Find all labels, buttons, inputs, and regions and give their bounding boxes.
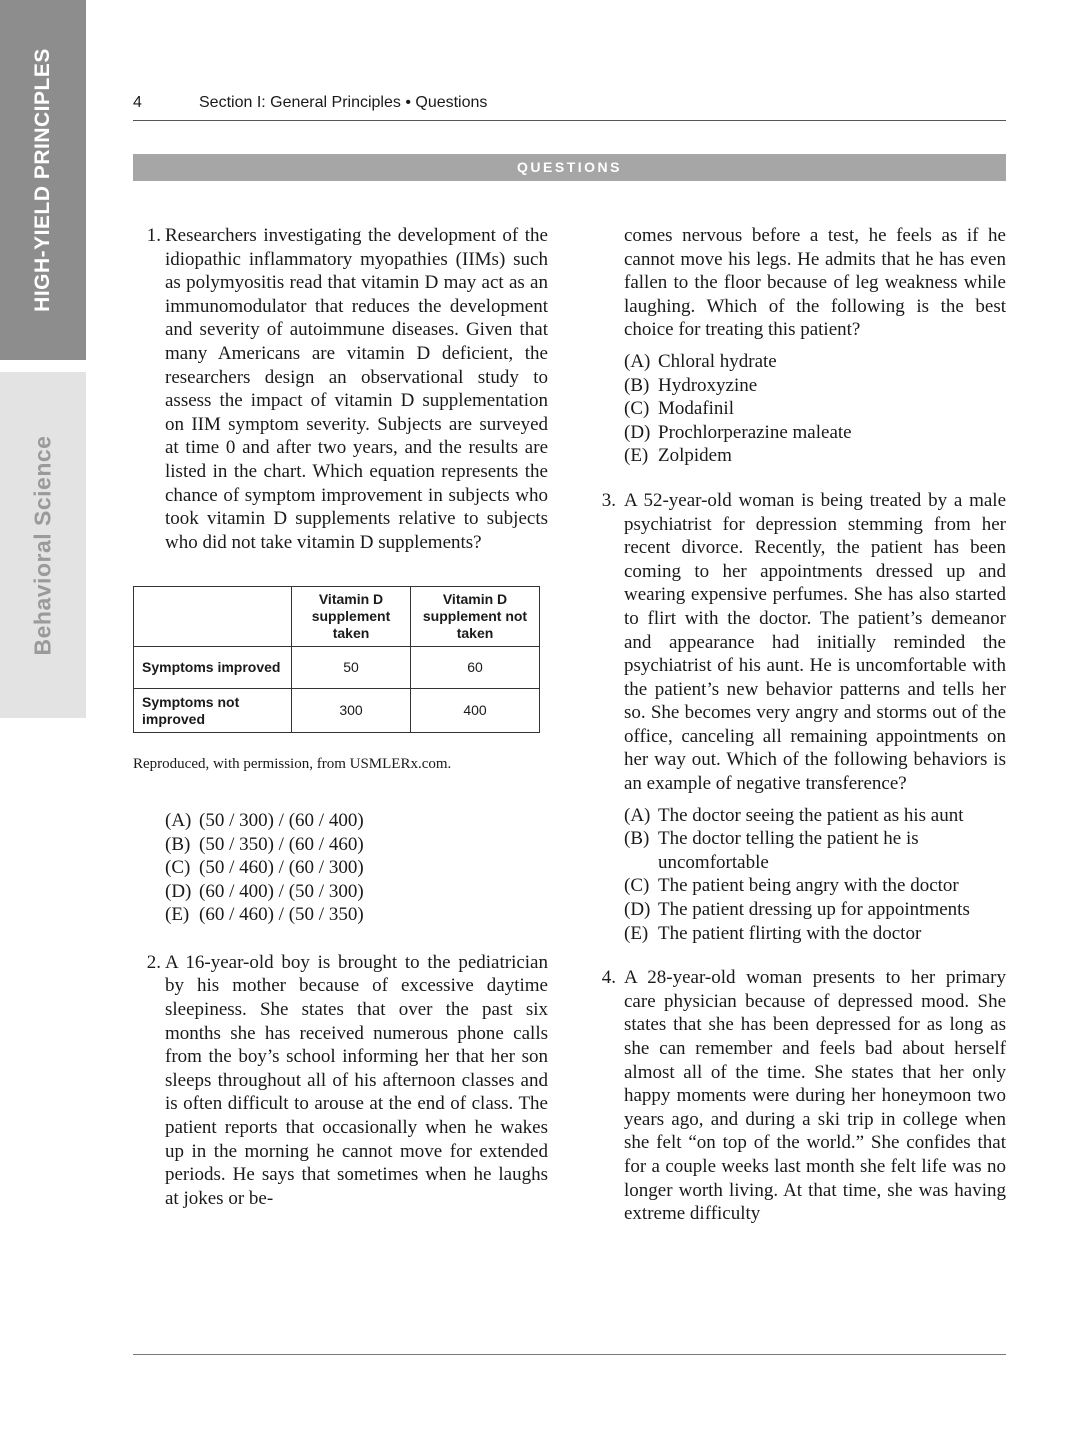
- choice-text: (60 / 400) / (50 / 300): [199, 880, 364, 902]
- choice-text: Modafinil: [658, 398, 734, 420]
- choice-letter: (A): [624, 804, 651, 826]
- answer-choice: [165, 903, 548, 927]
- question-stem: Researchers investigating the development of the idiopathic inflammatory myopathies (IIMs) such as polymyositis read that vitamin D may act as an immunomodulator that reduces the development and severity of autoimmune diseases. Given that many Americans are vitamin D deficient, the researchers design an observational study to assess the impact of vitamin D supplementation on IIM symptom severity. Subjects are surveyed at time 0 and after two years, and the results are listed in the chart. Which equation represents the chance of symptom improvement in subjects who took vitamin D supplements relative to subjects who did not take vitamin D supplements?: [165, 225, 548, 553]
- answer-choices: [598, 350, 1006, 468]
- section-title: Section I: General Principles • Questions: [199, 94, 488, 111]
- answer-choices: [598, 804, 1006, 946]
- table-row: [134, 689, 540, 733]
- choice-text: Zolpidem: [658, 445, 732, 467]
- choice-text: (50 / 350) / (60 / 460): [199, 833, 364, 855]
- table-credit: Reproduced, with permission, from USMLERx.com.: [133, 756, 452, 773]
- question-number: 3.: [601, 489, 616, 511]
- choice-letter: (E): [165, 904, 190, 926]
- table-row-label: Symptoms not improved: [134, 689, 292, 733]
- answer-choice: [624, 374, 1006, 398]
- answer-choice: [165, 880, 548, 904]
- answer-choice: [165, 833, 548, 857]
- answer-choice: [624, 397, 1006, 421]
- table-row-label: Symptoms improved: [134, 647, 292, 689]
- choice-letter: (A): [624, 350, 651, 372]
- choice-letter: (D): [624, 421, 651, 443]
- choice-text: Chloral hydrate: [658, 350, 777, 372]
- choice-text: The patient flirting with the doctor: [658, 922, 922, 944]
- choice-letter: (B): [165, 833, 191, 855]
- footer-rule: [133, 1354, 1006, 1355]
- question-2: [133, 951, 548, 1211]
- answer-choice: [624, 874, 1006, 898]
- choice-text: The doctor seeing the patient as his aunt: [658, 804, 964, 826]
- table-header-row: [134, 587, 540, 647]
- answer-choice: [165, 809, 548, 833]
- choice-text: (60 / 460) / (50 / 350): [199, 904, 364, 926]
- choice-text: (50 / 460) / (60 / 300): [199, 857, 364, 879]
- choice-text: The patient being angry with the doctor: [658, 875, 959, 897]
- answer-choice: [165, 856, 548, 880]
- choice-text: (50 / 300) / (60 / 400): [199, 809, 364, 831]
- table-cell: 60: [411, 647, 540, 689]
- page-number: 4: [133, 94, 142, 111]
- questions-banner: QUESTIONS: [133, 154, 1006, 181]
- question-stem: A 16-year-old boy is brought to the pediatrician by his mother because of excessive daytime sleepiness. She states that over the past six months she has received numerous phone calls from the boy’s school informing her that her son sleeps throughout all of his afternoon classes and is often difficult to arouse at the end of class. The patient reports that occasionally when he wakes up in the morning he cannot move for extended periods. He says that sometimes when he laughs at jokes or be-: [165, 951, 548, 1209]
- answer-choice: [624, 804, 1006, 828]
- choice-letter: (D): [624, 899, 651, 921]
- choice-letter: (B): [624, 828, 650, 850]
- question-3: [598, 489, 1006, 796]
- section-tab-label: Behavioral Science: [29, 435, 56, 655]
- question-4: [598, 966, 1006, 1226]
- choice-text: The patient dressing up for appointments: [658, 899, 970, 921]
- table-column-header: Vitamin D supplement taken: [292, 587, 411, 647]
- choice-letter: (E): [624, 922, 649, 944]
- choice-text: The doctor telling the patient he is uncomfortable: [658, 828, 919, 873]
- left-column: [133, 224, 548, 1210]
- choice-letter: (D): [165, 880, 192, 902]
- choice-text: Hydroxyzine: [658, 374, 758, 396]
- table-cell: 300: [292, 689, 411, 733]
- section-tab-behavioral-science: [0, 372, 86, 718]
- choice-letter: (A): [165, 809, 192, 831]
- question-stem: A 52-year-old woman is being treated by a male psychiatrist for depression stemming from her recent divorce. Recently, the patient has been coming to her appointments dressed up and wearing expensive perfumes. She has also started to flirt with the doctor. The patient’s demeanor and appearance had initially reminded the psychiatrist of his aunt. He is uncomfortable with the patient’s new behavior patterns and tells her so. She becomes very angry and storms out of the office, canceling all remaining appointments on her way out. Which of the following behaviors is an example of negative transference?: [624, 489, 1006, 795]
- section-tab-label: HIGH-YIELD PRINCIPLES: [31, 48, 55, 312]
- question-1: [133, 224, 548, 554]
- table-cell: 400: [411, 689, 540, 733]
- table-row: [134, 647, 540, 689]
- choice-letter: (E): [624, 445, 649, 467]
- data-table: [133, 586, 540, 733]
- answer-choice: [624, 898, 1006, 922]
- table-corner-cell: [134, 587, 292, 647]
- choice-letter: (C): [624, 875, 650, 897]
- question-number: 4.: [601, 967, 616, 989]
- answer-choice: [624, 922, 1006, 946]
- answer-choice: [624, 827, 1006, 874]
- question-number: 2.: [146, 951, 161, 973]
- table-column-header: Vitamin D supplement not taken: [411, 587, 540, 647]
- choice-text: Prochlorperazine maleate: [658, 421, 852, 443]
- answer-choices: [133, 809, 548, 927]
- choice-letter: (B): [624, 374, 650, 396]
- choice-letter: (C): [624, 398, 650, 420]
- question-number: 1.: [146, 225, 161, 246]
- answer-choice: [624, 444, 1006, 468]
- table-cell: 50: [292, 647, 411, 689]
- right-column: [598, 224, 1006, 1226]
- running-header: [133, 92, 1006, 121]
- section-tab-high-yield-principles: [0, 0, 86, 360]
- choice-letter: (C): [165, 857, 191, 879]
- answer-choice: [624, 421, 1006, 445]
- question-2-continuation: comes nervous before a test, he feels as if he cannot move his legs. He admits that he has even fallen to the floor because of leg weakness while laughing. Which of the following is the best choice for treating this patient?: [624, 225, 1006, 341]
- answer-choice: [624, 350, 1006, 374]
- question-stem: A 28-year-old woman presents to her primary care physician because of depressed mood. She states that she has been depressed for as long as she can remember and feels bad about herself almost all of the time. She states that her only happy moments were during her honeymoon two years ago, and during a ski trip in college when she felt “on top of the world.” She confides that for a couple weeks last month she felt life was no longer worth living. At that time, she was having extreme difficulty: [624, 967, 1006, 1225]
